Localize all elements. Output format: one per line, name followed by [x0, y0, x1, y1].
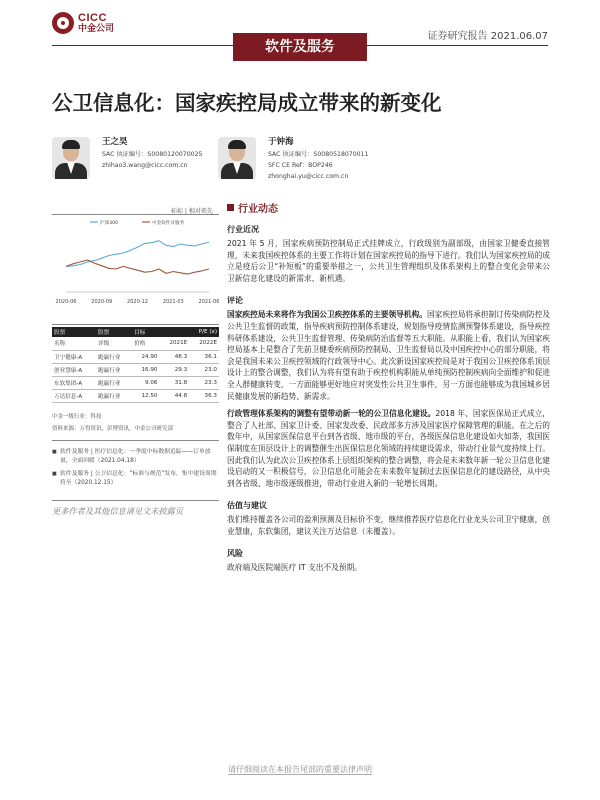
chart-legend-label: 沪深300	[100, 221, 118, 226]
table-subheader-cell: 名称	[52, 337, 96, 350]
risk-title: 风险	[227, 549, 243, 559]
stock-rating: 跑赢行业	[96, 376, 132, 389]
pe-2022e: 23.3	[189, 376, 219, 389]
header-divider	[52, 45, 548, 46]
industry-note: 中金一级行业：科技	[52, 414, 102, 420]
comment-paragraph-1	[227, 309, 550, 402]
pe-2021e: 48.3	[159, 350, 189, 363]
rating-label: 标标 | 相对领先	[171, 208, 213, 215]
relative-performance-chart	[52, 216, 219, 306]
table-header-cell: 股票	[52, 327, 96, 337]
stock-name: 创业慧康-A	[52, 363, 96, 376]
target-price: 24.90	[132, 350, 159, 363]
comment-1-lead: 国家疾控局未来将作为我国公卫疾控体系的主要领导机构。	[227, 310, 427, 320]
left-divider	[52, 500, 219, 501]
section-heading-text: 行业动态	[238, 203, 278, 215]
chart-x-tick-label: 2021-03	[162, 299, 184, 305]
target-price: 9.06	[132, 376, 159, 389]
stock-name: 东软集团-A	[52, 376, 96, 389]
target-price: 16.90	[132, 363, 159, 376]
section-heading	[227, 201, 550, 213]
chart-series-line	[66, 241, 209, 267]
pe-2021e: 44.8	[159, 389, 189, 402]
report-type-date: 证券研究报告 2021.06.07	[427, 31, 548, 42]
analyst-sfc: SFC CE Ref：BOP246	[268, 162, 333, 169]
pe-2022e: 36.1	[189, 350, 219, 363]
report-title: 公卫信息化：国家疾控局成立带来的新变化	[52, 91, 442, 115]
stock-rating-table	[52, 327, 219, 403]
analyst-name: 于钟海	[268, 137, 294, 147]
recent-status-title: 行业近况	[227, 225, 259, 234]
industry-dynamics-section	[227, 201, 550, 574]
sector-tab: 软件及服务	[233, 33, 367, 61]
cicc-logo-mark	[52, 12, 74, 34]
chart-x-tick-label: 2020-12	[127, 299, 148, 305]
table-row	[52, 363, 219, 376]
pe-2021e: 31.8	[159, 376, 189, 389]
table-subheader-cell: 2022E	[189, 337, 219, 350]
logo-chinese: 中金公司	[78, 23, 115, 34]
cicc-logo	[52, 12, 114, 34]
comment-1-body: 国家疾控局将承担制订传染病防控及公共卫生监督的政策，指导疾病预防控制体系建设，规划指导疫情监测预警体系建设，指导疾控科研体系建设，公共卫生监督管理、传染病防治监督等五大职能。从职能上看，我们认为国家疾控局基本上是整合了先前卫健委疾病预防控制局、卫生监督局以及中国疾控中心的部分职能，将会是我国未来公卫疾控领域的行政领导中心。此次新设国家疾控局是对于我国公卫疾控体系顶层设计上的整合调整，我们认为将有望有助于疾控机构职能从单纯预防控制疾病向全面维护和促进全人群健康转变，一方面能够更好地应对突发性公共卫生事件，另一方面也能够成为我国城乡居民健康发展的新趋势、新需求。	[227, 310, 550, 401]
comment-paragraph-2	[227, 408, 550, 489]
stock-rating: 跑赢行业	[96, 363, 132, 376]
footer-text[interactable]: 请仔细阅读在本报告尾部的重要法律声明	[228, 765, 372, 774]
analyst-photo	[218, 137, 256, 179]
left-divider	[52, 440, 219, 441]
comment-2-body: 2018 年，国家医保局正式成立，整合了人社部、国家卫计委、国家发改委、民政部多方涉及国家医疗保障管理的职能。在之后的数年中，从国家医保信息平台到各省级、地市级的平台，各级医保信息化建设如火如荼，我国医保制度在顶层设计上的调整催生出医保信息化领域的持续建设需求，带动行业景气度持续上行。因此我们认为此次公卫疾控体系上层组织架构的整合调整，将会是未来数年新一轮公卫信息化建设启动的又一积极信号，公卫信息化可能会在未来数年复制过去医保信息化的建设路径，从中央到各省级、地市级逐级推进，带动行业进入新的一轮增长周期。	[227, 409, 550, 488]
analyst-card-1	[52, 137, 203, 179]
analyst-name: 王之昊	[102, 137, 128, 147]
related-reports	[52, 448, 219, 492]
target-price: 12.50	[132, 389, 159, 402]
analyst-card-2	[218, 137, 369, 182]
valuation-title: 估值与建议	[227, 501, 267, 511]
table-row	[52, 350, 219, 363]
stock-rating: 跑赢行业	[96, 350, 132, 363]
table-row	[52, 376, 219, 389]
analyst-sac: SAC 执证编号：S0080120070025	[102, 151, 203, 158]
table-header-row	[52, 327, 219, 337]
related-report-link[interactable]: ■ 软件及服务 | 医疗信息化：一季度中标数据追踪——订单放量，全面回暖（2021.04.18）	[52, 448, 219, 466]
table-subheader-cell: 评级	[96, 337, 132, 350]
stock-rating: 跑赢行业	[96, 389, 132, 402]
pe-2022e: 23.0	[189, 363, 219, 376]
stock-name: 万达信息-A	[52, 389, 96, 402]
table-header-cell: P/E (x)	[159, 327, 219, 337]
table-subheader-cell: 2021E	[159, 337, 189, 350]
square-bullet-icon	[227, 204, 234, 211]
logo-english: CICC	[78, 11, 107, 24]
related-report-link[interactable]: ■ 软件及服务 | 公卫信息化：“标准与规范”发布，集中建设周期将至（2020.12.15）	[52, 470, 219, 488]
pe-2021e: 29.3	[159, 363, 189, 376]
comment-title: 评论	[227, 296, 243, 306]
valuation-text: 我们维持覆盖各公司的盈利预测及目标价不变，继续推荐医疗信息化行业龙头公司卫宁健康，创业慧康，东软集团，建议关注万达信息（未覆盖）。	[227, 515, 550, 536]
chart-legend-label: 中金软件及服务	[152, 221, 185, 226]
stock-name: 卫宁健康-A	[52, 350, 96, 363]
recent-status-text: 2021 年 5 月，国家疾病预防控制局正式挂牌成立，行政级别为副部级，由国家卫健委直接管理，未来我国疾控体系的主要工作将计划在国家疾控局的指导下进行。我们认为国家疾控局的成立是疫后公卫“补短板”的重要举措之一，公共卫生管理组织及体系架构上的整合变化会带来公卫新信息化建设的新需求、新机遇。	[227, 239, 550, 283]
more-authors-note: 更多作者及其他信息请见文末披露页	[52, 506, 184, 516]
left-divider	[52, 214, 219, 215]
chart-x-tick-label: 2021-06	[198, 299, 219, 305]
table-subheader-cell: 价格	[132, 337, 159, 350]
table-subheader-row	[52, 337, 219, 350]
risk-text: 政府端及医院端医疗 IT 支出不及预期。	[227, 563, 362, 573]
performance-chart-svg	[52, 216, 219, 306]
analyst-sac: SAC 执证编号：S0080518070011	[268, 151, 369, 158]
comment-2-lead: 行政管理体系架构的调整有望带动新一轮的公卫信息化建设。	[227, 409, 436, 419]
table-header-cell: 股票	[96, 327, 132, 337]
analyst-photo	[52, 137, 90, 179]
legal-disclaimer-footer[interactable]	[0, 764, 600, 775]
chart-x-tick-label: 2020-09	[91, 299, 113, 305]
analyst-email[interactable]: zhihao3.wang@cicc.com.cn	[102, 162, 188, 169]
pe-2022e: 36.3	[189, 389, 219, 402]
analyst-email[interactable]: zhonghai.yu@cicc.com.cn	[268, 173, 349, 180]
source-note: 资料来源：万得资讯，彭博资讯，中金公司研究部	[52, 426, 174, 432]
left-divider	[52, 324, 219, 325]
table-header-cell: 目标	[132, 327, 159, 337]
table-row	[52, 389, 219, 402]
chart-x-tick-label: 2020-06	[55, 299, 77, 305]
